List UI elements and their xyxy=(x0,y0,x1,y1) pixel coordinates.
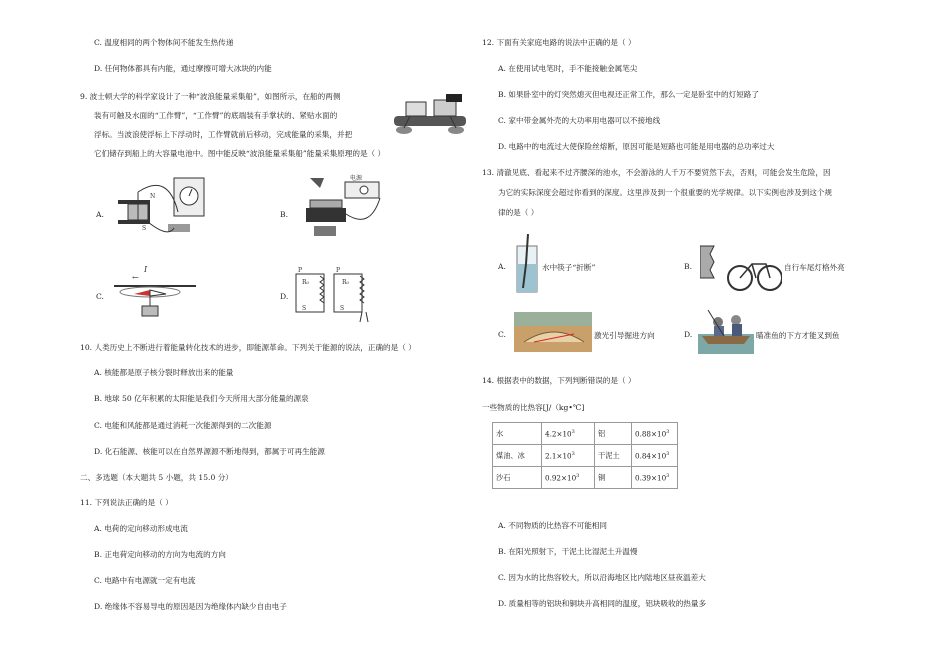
q9-line-1: 9. 波士顿大学的科学家设计了一种“波浪能量采集船”，如图所示，在船的两侧 xyxy=(80,92,341,101)
table-cell: 铝 xyxy=(595,423,632,445)
q10-option-c: C. 电能和风能都是通过消耗一次能源得到的二次能源 xyxy=(94,421,272,430)
q9-line-3: 浮标。当波浪使浮标上下浮动时，工作臂就前后移动，完成能量的采集，并把 xyxy=(94,130,353,139)
wave-energy-boat-figure xyxy=(390,90,470,138)
q13-option-b-label: B. xyxy=(684,262,692,271)
q13-line-2: 为它的实际深度会超过你看到的深度。这里涉及到一个很重要的光学规律。以下实例也涉及到这个规 xyxy=(498,188,833,197)
table-cell: 水 xyxy=(493,423,542,445)
laser-tunnel-image xyxy=(514,312,592,352)
q10-option-d: D. 化石能源、核能可以在自然界源源不断地得到，都属于可再生能源 xyxy=(94,447,325,456)
figure-label-s2: S xyxy=(340,305,345,312)
fish-spearing-image xyxy=(698,306,754,354)
q13-option-c-label: C. xyxy=(498,330,506,339)
svg-text:S: S xyxy=(142,225,147,232)
chopsticks-in-water-image xyxy=(514,234,540,294)
q9-option-b-label: B. xyxy=(280,210,288,219)
figure-label-p2: P xyxy=(336,267,341,274)
q8-option-d: D. 任何物体都具有内能，通过摩擦可增大冰块的内能 xyxy=(94,64,272,73)
q12-option-d: D. 电路中的电流过大使保险丝熔断，原因可能是短路也可能是用电器的总功率过大 xyxy=(498,142,775,151)
figure-label-r0-1: R₀ xyxy=(302,279,309,286)
q10-stem: 10. 人类历史上不断进行着能量转化技术的进步，即能源革命。下列关于能源的说法，正确的是（ ） xyxy=(80,343,416,352)
q8-option-c: C. 温度相同的两个物体间不能发生热传递 xyxy=(94,38,234,47)
q9-figure-b-motor xyxy=(290,170,400,242)
q13-option-a-text: 水中筷子“折断” xyxy=(542,263,596,272)
q14-option-d: D. 质量相等的铝块和铜块升高相同的温度，铝块吸收的热量多 xyxy=(498,599,707,608)
q9-option-c-label: C. xyxy=(96,292,104,301)
battery-label: 电源 xyxy=(350,175,363,182)
bicycle-reflector-image xyxy=(700,242,782,294)
table-cell: $0.84\times 10^3$ xyxy=(632,445,678,467)
current-label: I xyxy=(144,265,148,274)
q11-option-a: A. 电荷的定向移动形成电流 xyxy=(94,524,188,533)
q11-option-d: D. 绝缘体不容易导电的原因是因为绝缘体内缺少自由电子 xyxy=(94,602,287,611)
q13-option-d-text: 瞄准鱼的下方才能叉到鱼 xyxy=(756,331,840,340)
q13-option-d-label: D. xyxy=(684,330,693,339)
q10-option-b: B. 地球 50 亿年积累的太阳能是我们今天所用大部分能量的源泉 xyxy=(94,394,309,403)
figure-label-p1: P xyxy=(298,267,303,274)
q9-figure-a-generator xyxy=(108,172,218,242)
q12-option-b: B. 如果卧室中的灯突然熄灭但电视还正常工作，那么一定是卧室中的灯短路了 xyxy=(498,90,759,99)
table-cell: $0.39\times 10^3$ xyxy=(632,467,678,489)
q13-line-1: 13. 清澈见底、看起来不过齐腰深的池水，不会游泳的人千万不要贸然下去，否则，可能会发生危险，因 xyxy=(482,168,831,177)
q10-option-a: A. 核能都是原子核分裂时释放出来的能量 xyxy=(94,368,234,377)
table-cell: $0.92\times 10^3$ xyxy=(542,467,595,489)
q13-option-c-text: 激光引导掘进方向 xyxy=(594,331,655,340)
table-cell: $2.1\times 10^3$ xyxy=(542,445,595,467)
q13-option-a-label: A. xyxy=(498,262,506,271)
table-row xyxy=(493,423,678,445)
current-arrow: ← xyxy=(132,273,139,282)
q12-option-a: A. 在使用试电笔时，手不能接触金属笔尖 xyxy=(498,64,638,73)
q11-option-b: B. 正电荷定向移动的方向为电流的方向 xyxy=(94,550,226,559)
table-cell: $4.2\times 10^3$ xyxy=(542,423,595,445)
table-title: 一些物质的比热容[J/（kg•℃] xyxy=(482,403,585,412)
table-row xyxy=(493,467,678,489)
q13-line-3: 律的是（ ） xyxy=(498,208,539,217)
section-2-heading: 二、多选题（本大题共 5 小题，共 15.0 分） xyxy=(80,473,233,482)
q9-figure-d-electromagnets xyxy=(290,262,380,328)
q14-option-a: A. 不同物质的比热容不可能相同 xyxy=(498,521,608,530)
table-cell: 煤油、冰 xyxy=(493,445,542,467)
figure-label-s1: S xyxy=(302,305,307,312)
figure-label-r0-2: R₀ xyxy=(342,279,349,286)
table-cell: 沙石 xyxy=(493,467,542,489)
table-cell: 干泥土 xyxy=(595,445,632,467)
q9-option-a-label: A. xyxy=(96,210,104,219)
q14-stem: 14. 根据表中的数据，下列判断错误的是（ ） xyxy=(482,376,636,385)
table-cell: 铜 xyxy=(595,467,632,489)
q12-option-c: C. 家中带金属外壳的大功率用电器可以不接地线 xyxy=(498,116,661,125)
q12-stem: 12. 下面有关家庭电路的说法中正确的是（ ） xyxy=(482,38,636,47)
q9-figure-c-oersted xyxy=(110,262,200,326)
svg-text:N: N xyxy=(150,193,156,200)
q9-option-d-label: D. xyxy=(280,292,289,301)
q14-option-b: B. 在阳光照射下，干泥土比湿泥土升温慢 xyxy=(498,547,638,556)
q9-line-2: 装有可触及水面的“工作臂”，“工作臂”的底端装有手掌状的、紧贴水面的 xyxy=(94,111,338,120)
specific-heat-table xyxy=(492,422,678,489)
table-cell: $0.88\times 10^3$ xyxy=(632,423,678,445)
table-row xyxy=(493,445,678,467)
q11-stem: 11. 下列说法正确的是（ ） xyxy=(80,498,173,507)
q14-option-c: C. 因为水的比热容较大，所以沿海地区比内陆地区昼夜温差大 xyxy=(498,573,706,582)
q9-line-4: 它们储存到船上的大容量电池中。图中能反映“波浪能量采集船”能量采集原理的是（ ） xyxy=(94,149,386,158)
q13-option-b-text: 自行车尾灯格外亮 xyxy=(784,263,845,272)
q11-option-c: C. 电路中有电源就一定有电流 xyxy=(94,576,196,585)
